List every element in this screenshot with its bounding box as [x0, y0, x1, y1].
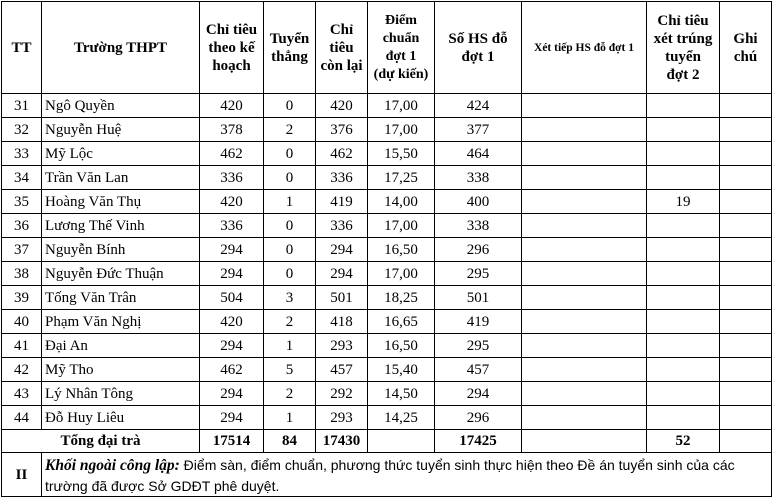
- cell-target: 294: [200, 238, 264, 262]
- cell-target: 420: [200, 94, 264, 118]
- cell-note: [720, 382, 772, 406]
- cell-remaining: 457: [316, 358, 368, 382]
- cell-extra: [522, 238, 647, 262]
- cell-target: 336: [200, 166, 264, 190]
- cell-round2: [647, 262, 720, 286]
- cell-round2: [647, 214, 720, 238]
- cell-note: [720, 142, 772, 166]
- cell-cutoff: 16,50: [368, 334, 435, 358]
- cell-note: [720, 94, 772, 118]
- cell-passed: 419: [435, 310, 522, 334]
- cell-remaining: 376: [316, 118, 368, 142]
- cell-school: Ngô Quyền: [42, 94, 200, 118]
- cell-passed: 296: [435, 406, 522, 430]
- cell-extra: [522, 286, 647, 310]
- cell-target: 462: [200, 358, 264, 382]
- col-extra: Xét tiếp HS đỗ đợt 1: [522, 2, 647, 94]
- cell-extra: [522, 142, 647, 166]
- cell-target: 294: [200, 334, 264, 358]
- cell-target: 378: [200, 118, 264, 142]
- cell-remaining: 292: [316, 382, 368, 406]
- cell-passed: 338: [435, 214, 522, 238]
- cell-school: Mỹ Lộc: [42, 142, 200, 166]
- cell-tt: 39: [2, 286, 42, 310]
- cell-target: 294: [200, 406, 264, 430]
- table-row: [2, 142, 772, 166]
- cell-passed: 424: [435, 94, 522, 118]
- cell-school: Nguyễn Bính: [42, 238, 200, 262]
- table-row: [2, 406, 772, 430]
- cell-school: Đại An: [42, 334, 200, 358]
- cell-extra: [522, 190, 647, 214]
- table-row: [2, 286, 772, 310]
- table-row: [2, 238, 772, 262]
- cell-round2: [647, 118, 720, 142]
- cell-remaining: 336: [316, 214, 368, 238]
- cell-remaining: 294: [316, 262, 368, 286]
- cell-cutoff: 17,00: [368, 262, 435, 286]
- cell-target: 420: [200, 190, 264, 214]
- cell-extra: [522, 118, 647, 142]
- cell-tt: 37: [2, 238, 42, 262]
- cell-passed: 457: [435, 358, 522, 382]
- cell-note: [720, 238, 772, 262]
- total-extra: [522, 430, 647, 453]
- cell-school: Trần Văn Lan: [42, 166, 200, 190]
- table-row: [2, 214, 772, 238]
- cell-direct: 0: [264, 94, 316, 118]
- col-round2: Chỉ tiêu xét trúng tuyển đợt 2: [647, 2, 720, 94]
- cell-tt: 34: [2, 166, 42, 190]
- cell-direct: 0: [264, 166, 316, 190]
- cell-cutoff: 17,00: [368, 94, 435, 118]
- cell-cutoff: 18,25: [368, 286, 435, 310]
- cell-school: Lý Nhân Tông: [42, 382, 200, 406]
- cell-school: Mỹ Tho: [42, 358, 200, 382]
- cell-extra: [522, 166, 647, 190]
- cell-extra: [522, 214, 647, 238]
- cell-passed: 296: [435, 238, 522, 262]
- cell-round2: [647, 406, 720, 430]
- cell-round2: [647, 334, 720, 358]
- col-target-plan: Chỉ tiêu theo kế hoạch: [200, 2, 264, 94]
- section-ii-row: [2, 453, 772, 497]
- cell-school: Phạm Văn Nghị: [42, 310, 200, 334]
- cell-note: [720, 406, 772, 430]
- cell-tt: 42: [2, 358, 42, 382]
- col-tt: TT: [2, 2, 42, 94]
- cell-direct: 1: [264, 406, 316, 430]
- cell-school: Tống Văn Trân: [42, 286, 200, 310]
- section-title: Khối ngoài công lập:: [45, 457, 180, 474]
- cell-direct: 5: [264, 358, 316, 382]
- cell-note: [720, 262, 772, 286]
- cell-remaining: 293: [316, 334, 368, 358]
- cell-passed: 400: [435, 190, 522, 214]
- cell-round2: [647, 286, 720, 310]
- cell-direct: 2: [264, 118, 316, 142]
- table-row: [2, 190, 772, 214]
- cell-remaining: 420: [316, 94, 368, 118]
- cell-cutoff: 15,40: [368, 358, 435, 382]
- cell-passed: 464: [435, 142, 522, 166]
- col-remaining: Chỉ tiêu còn lại: [316, 2, 368, 94]
- cell-target: 294: [200, 262, 264, 286]
- cell-round2: [647, 142, 720, 166]
- cell-direct: 2: [264, 310, 316, 334]
- cell-tt: 40: [2, 310, 42, 334]
- admission-table: [1, 1, 772, 497]
- cell-cutoff: 17,00: [368, 214, 435, 238]
- total-direct: 84: [264, 430, 316, 453]
- cell-note: [720, 166, 772, 190]
- cell-passed: 294: [435, 382, 522, 406]
- cell-tt: 35: [2, 190, 42, 214]
- cell-tt: 41: [2, 334, 42, 358]
- total-passed: 17425: [435, 430, 522, 453]
- cell-cutoff: 17,00: [368, 118, 435, 142]
- cell-direct: 3: [264, 286, 316, 310]
- cell-school: Đỗ Huy Liêu: [42, 406, 200, 430]
- table-body: [2, 94, 772, 430]
- cell-round2: [647, 94, 720, 118]
- section-number: II: [2, 453, 42, 497]
- cell-passed: 338: [435, 166, 522, 190]
- cell-target: 504: [200, 286, 264, 310]
- cell-cutoff: 16,50: [368, 238, 435, 262]
- cell-note: [720, 358, 772, 382]
- cell-cutoff: 14,50: [368, 382, 435, 406]
- cell-note: [720, 310, 772, 334]
- table-row: [2, 94, 772, 118]
- cell-tt: 32: [2, 118, 42, 142]
- cell-extra: [522, 310, 647, 334]
- total-target: 17514: [200, 430, 264, 453]
- cell-passed: 295: [435, 262, 522, 286]
- table-row: [2, 310, 772, 334]
- cell-round2: [647, 238, 720, 262]
- table-row: [2, 382, 772, 406]
- cell-extra: [522, 94, 647, 118]
- cell-remaining: 418: [316, 310, 368, 334]
- cell-round2: 19: [647, 190, 720, 214]
- cell-direct: 0: [264, 262, 316, 286]
- table-row: [2, 166, 772, 190]
- cell-note: [720, 190, 772, 214]
- total-note: [720, 430, 772, 453]
- cell-note: [720, 118, 772, 142]
- cell-remaining: 294: [316, 238, 368, 262]
- cell-note: [720, 286, 772, 310]
- cell-note: [720, 214, 772, 238]
- cell-remaining: 293: [316, 406, 368, 430]
- cell-round2: [647, 310, 720, 334]
- cell-remaining: 419: [316, 190, 368, 214]
- header-row: [2, 2, 772, 94]
- cell-school: Nguyễn Huệ: [42, 118, 200, 142]
- cell-target: 294: [200, 382, 264, 406]
- cell-extra: [522, 406, 647, 430]
- cell-remaining: 462: [316, 142, 368, 166]
- cell-tt: 38: [2, 262, 42, 286]
- cell-cutoff: 16,65: [368, 310, 435, 334]
- cell-direct: 0: [264, 238, 316, 262]
- cell-tt: 43: [2, 382, 42, 406]
- cell-extra: [522, 334, 647, 358]
- total-cutoff: [368, 430, 435, 453]
- cell-round2: [647, 166, 720, 190]
- cell-direct: 2: [264, 382, 316, 406]
- cell-school: Nguyễn Đức Thuận: [42, 262, 200, 286]
- total-label: Tổng đại trà: [2, 430, 200, 453]
- total-round2: 52: [647, 430, 720, 453]
- cell-round2: [647, 382, 720, 406]
- table-row: [2, 358, 772, 382]
- cell-cutoff: 15,50: [368, 142, 435, 166]
- total-remaining: 17430: [316, 430, 368, 453]
- cell-tt: 44: [2, 406, 42, 430]
- cell-remaining: 501: [316, 286, 368, 310]
- cell-round2: [647, 358, 720, 382]
- col-school: Trường THPT: [42, 2, 200, 94]
- cell-cutoff: 14,00: [368, 190, 435, 214]
- cell-cutoff: 17,25: [368, 166, 435, 190]
- cell-note: [720, 334, 772, 358]
- cell-extra: [522, 382, 647, 406]
- cell-direct: 1: [264, 190, 316, 214]
- cell-direct: 0: [264, 214, 316, 238]
- cell-direct: 1: [264, 334, 316, 358]
- table-row: [2, 262, 772, 286]
- cell-tt: 36: [2, 214, 42, 238]
- col-passed: Số HS đỗ đợt 1: [435, 2, 522, 94]
- cell-target: 336: [200, 214, 264, 238]
- cell-school: Lương Thế Vinh: [42, 214, 200, 238]
- cell-extra: [522, 358, 647, 382]
- cell-tt: 33: [2, 142, 42, 166]
- table-row: [2, 118, 772, 142]
- cell-school: Hoàng Văn Thụ: [42, 190, 200, 214]
- cell-passed: 377: [435, 118, 522, 142]
- cell-cutoff: 14,25: [368, 406, 435, 430]
- section-text: Điểm sàn, điểm chuẩn, phương thức tuyển sinh thực hiện theo Đề án tuyển sinh của các trường đã được Sở GDĐT phê duyệt.: [45, 457, 735, 494]
- cell-extra: [522, 262, 647, 286]
- cell-passed: 501: [435, 286, 522, 310]
- total-row: [2, 430, 772, 453]
- cell-direct: 0: [264, 142, 316, 166]
- section-note: [42, 453, 772, 497]
- cell-remaining: 336: [316, 166, 368, 190]
- col-cutoff: Điểm chuẩn đợt 1 (dự kiến): [368, 2, 435, 94]
- cell-tt: 31: [2, 94, 42, 118]
- cell-target: 420: [200, 310, 264, 334]
- col-note: Ghi chú: [720, 2, 772, 94]
- col-direct: Tuyển thẳng: [264, 2, 316, 94]
- cell-target: 462: [200, 142, 264, 166]
- table-row: [2, 334, 772, 358]
- cell-passed: 295: [435, 334, 522, 358]
